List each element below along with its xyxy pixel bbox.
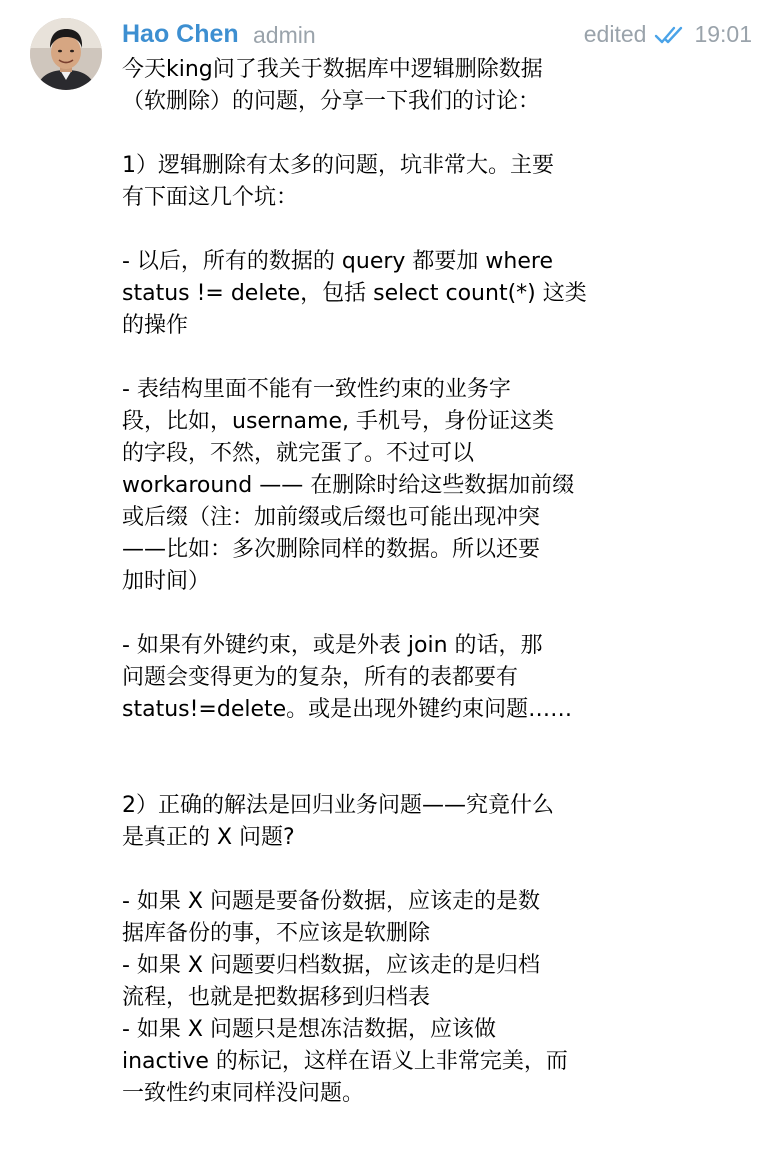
message-line: 或后缀（注：加前缀或后缀也可能出现冲突 xyxy=(122,505,541,530)
message-meta xyxy=(584,21,752,48)
message-line: 流程，也就是把数据移到归档表 xyxy=(122,985,431,1010)
message-line: 据库备份的事，不应该是软删除 xyxy=(122,921,431,946)
message-line: - 如果有外键约束，或是外表 join 的话，那 xyxy=(122,633,543,658)
blank-line xyxy=(122,854,652,886)
message-line: 问题会变得更为的复杂，所有的表都要有 xyxy=(122,665,519,690)
message-line: 的字段，不然，就完蛋了。不过可以 xyxy=(122,441,475,466)
blank-line xyxy=(122,726,652,758)
message-line: 今天king问了我关于数据库中逻辑删除数据 xyxy=(122,57,543,82)
double-check-icon xyxy=(654,24,684,46)
message-line: （软删除）的问题，分享一下我们的讨论： xyxy=(122,89,541,114)
message-line: 有下面这几个坑： xyxy=(122,185,299,210)
message-line: 段，比如，username, 手机号，身份证这类 xyxy=(122,409,554,434)
blank-line xyxy=(122,118,652,150)
blank-line xyxy=(122,342,652,374)
message-line: 的操作 xyxy=(122,313,189,338)
message-line: 一致性约束同样没问题。 xyxy=(122,1081,365,1106)
message-line: 1）逻辑删除有太多的问题，坑非常大。主要 xyxy=(122,153,554,178)
message-line: status!=delete。或是出现外键约束问题…… xyxy=(122,697,573,722)
message-line: - 如果 X 问题只是想冻洁数据，应该做 xyxy=(122,1017,496,1042)
blank-line xyxy=(122,214,652,246)
message-time: 19:01 xyxy=(694,21,752,47)
message-line: 加时间） xyxy=(122,569,211,594)
message-line: inactive 的标记，这样在语义上非常完美，而 xyxy=(122,1049,568,1074)
message-line: - 如果 X 问题要归档数据，应该走的是归档 xyxy=(122,953,540,978)
message-line: 2）正确的解法是回归业务问题——究竟什么 xyxy=(122,793,554,818)
message-line: 是真正的 X 问题? xyxy=(122,825,295,850)
author-name[interactable]: Hao Chen xyxy=(122,20,239,48)
blank-line xyxy=(122,598,652,630)
message-line: - 如果 X 问题是要备份数据，应该走的是数 xyxy=(122,889,540,914)
message-line: status != delete，包括 select count(*) 这类 xyxy=(122,281,587,306)
blank-line xyxy=(122,758,652,790)
avatar[interactable] xyxy=(30,18,102,90)
message-header xyxy=(122,18,752,54)
message-text[interactable] xyxy=(122,54,652,1110)
author-role-badge: admin xyxy=(253,22,316,48)
avatar-image xyxy=(30,18,102,90)
edited-label: edited xyxy=(583,21,647,47)
message-line: ——比如：多次删除同样的数据。所以还要 xyxy=(122,537,541,562)
message-line: - 表结构里面不能有一致性约束的业务字 xyxy=(122,377,511,402)
message-line: - 以后，所有的数据的 query 都要加 where xyxy=(122,249,553,274)
message-line: workaround —— 在删除时给这些数据加前缀 xyxy=(122,473,575,498)
